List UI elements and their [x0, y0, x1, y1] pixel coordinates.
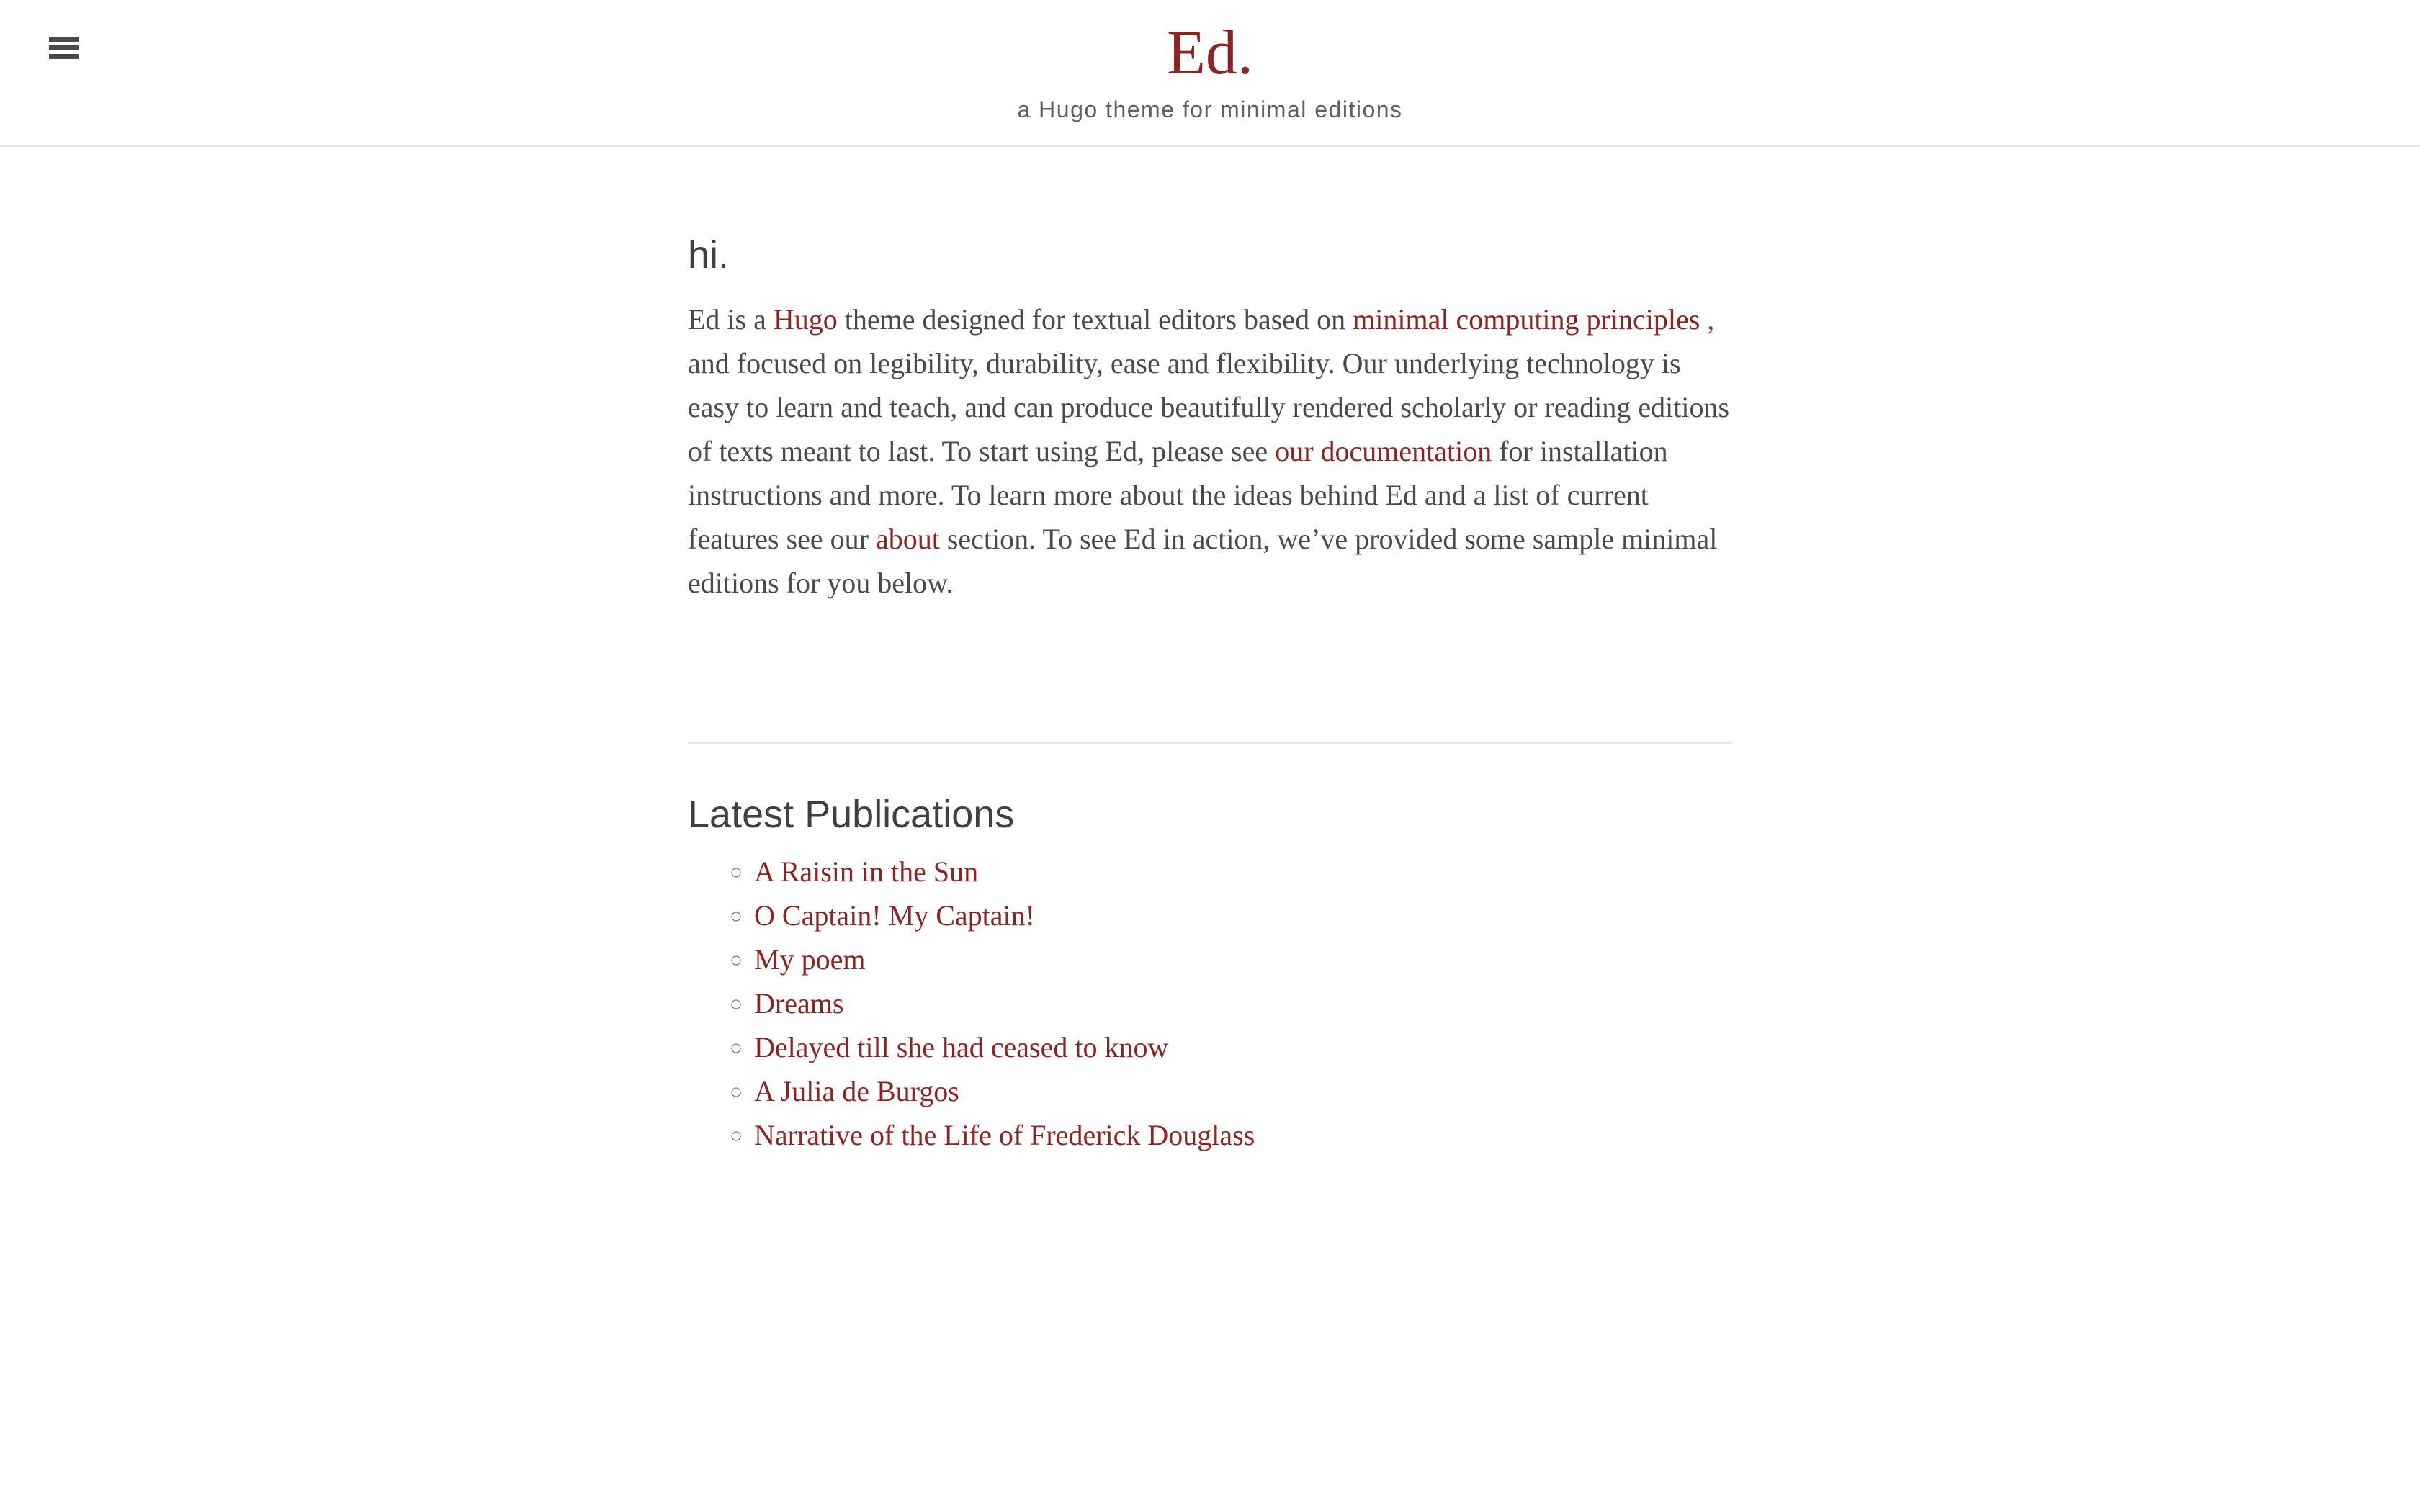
publications-heading: Latest Publications — [688, 793, 1015, 837]
hamburger-icon — [49, 37, 82, 59]
publication-link[interactable]: A Raisin in the Sun — [754, 855, 979, 888]
list-item — [754, 850, 1732, 894]
list-item — [754, 1025, 1732, 1069]
intro-section — [688, 232, 1732, 605]
text-run: Ed is a — [688, 303, 774, 336]
minimal-computing-principles-link[interactable]: minimal computing principles — [1353, 303, 1700, 336]
publication-link[interactable]: Dreams — [754, 986, 844, 1020]
publication-link[interactable]: O Captain! My Captain! — [754, 899, 1035, 932]
list-item — [754, 894, 1732, 937]
section-divider — [688, 742, 1732, 744]
greeting-heading: hi. — [688, 233, 730, 277]
site-title[interactable]: Ed. — [1167, 18, 1253, 88]
publication-link[interactable]: Delayed till she had ceased to know — [754, 1030, 1169, 1063]
text-run: for installation instructions and more. To learn more about the ideas behind Ed and a list of current features see our — [688, 435, 1668, 556]
menu-button[interactable] — [49, 35, 82, 60]
text-run: section. To see Ed in action, we’ve provided some sample minimal editions for you below. — [688, 523, 1718, 600]
text-run: , and focused on legibility, durability, ease and flexibility. Our underlying technology is easy to learn and teach, and can produce beautifully rendered scholarly or reading editions of texts meant to last. To start using Ed, please see — [688, 303, 1730, 468]
intro-paragraph — [688, 297, 1732, 605]
our-documentation-link[interactable]: our documentation — [1275, 435, 1492, 468]
about-link[interactable]: about — [875, 523, 940, 556]
list-item — [754, 937, 1732, 981]
hugo-link[interactable]: Hugo — [773, 303, 838, 336]
site-subtitle: a Hugo theme for minimal editions — [1017, 96, 1403, 123]
list-item — [754, 1113, 1732, 1157]
main-content — [0, 147, 2420, 1157]
text-run: theme designed for textual editors based on — [837, 303, 1353, 336]
publication-link[interactable]: A Julia de Burgos — [754, 1074, 959, 1107]
site-header — [0, 0, 2420, 147]
publications-list — [688, 850, 1732, 1157]
publication-link[interactable]: My poem — [754, 942, 866, 976]
publication-link[interactable]: Narrative of the Life of Frederick Douglass — [754, 1118, 1255, 1151]
list-item — [754, 1069, 1732, 1113]
list-item — [754, 981, 1732, 1025]
publications-section — [688, 791, 1732, 1157]
